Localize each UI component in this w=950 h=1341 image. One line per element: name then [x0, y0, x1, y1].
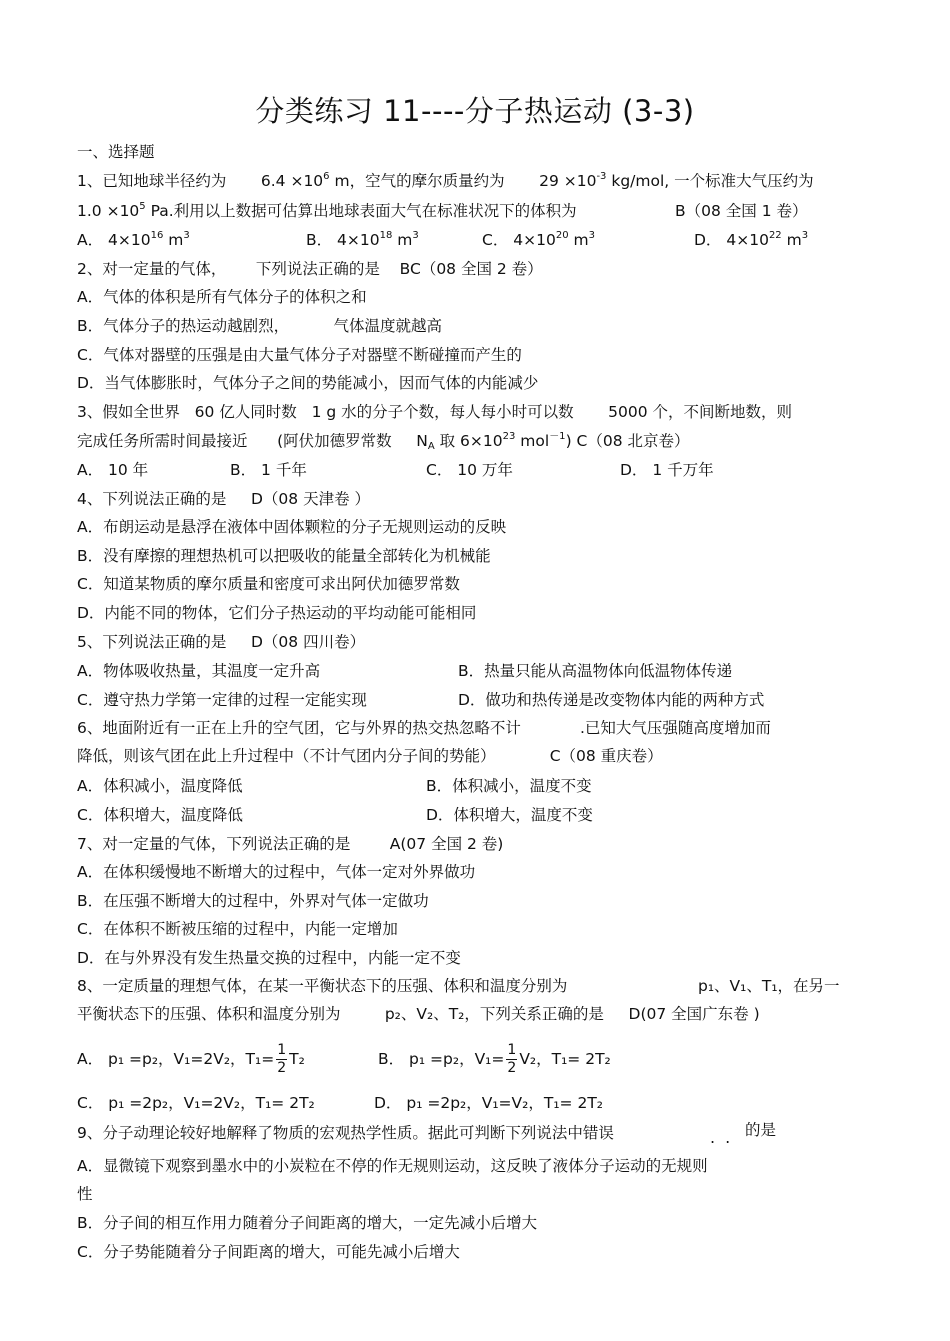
q3-option-c: C． 10 万年 — [426, 461, 513, 479]
section-heading: 一、选择题 — [77, 143, 155, 161]
q8-option-d: D． p₁ =2p₂，V₁=V₂，T₁= 2T₂ — [374, 1094, 604, 1112]
q5-option-b: B．热量只能从高温物体向低温物体传递 — [458, 662, 733, 680]
question-3-line-2: 完成任务所需时间最接近 (阿伏加德罗常数 $N_A$ 取 $6\times 10^{23}$ mol$^{-1}$) C（08 北京卷） — [77, 431, 690, 452]
q5-option-d: D．做功和热传递是改变物体内能的两种方式 — [458, 691, 765, 709]
q1-option-b: B． $4\times 10^{18}$ $m^3$ — [306, 230, 419, 249]
q8-option-c: C． p₁ =2p₂，V₁=2V₂，T₁= 2T₂ — [77, 1094, 315, 1112]
page-title: 分类练习 11----分子热运动 (3-3) — [255, 94, 695, 128]
q8-option-b: B． p₁ =p₂，V₁= $\frac{1}{2}$ V₂，T₁= 2T₂ — [378, 1042, 611, 1076]
question-1-line-1: 1、已知地球半径约为 $6.4 \times 10^6$ m，空气的摩尔质量约为 $29 \times 10^{-3}$ kg/mol, 一个标准大气压约为 — [77, 171, 814, 190]
question-9-stem-end: 的是 — [745, 1121, 777, 1139]
q4-option-b: B．没有摩擦的理想热机可以把吸收的能量全部转化为机械能 — [77, 547, 491, 565]
question-3-line-1: 3、假如全世界 60 亿人同时数 1 g 水的分子个数，每人每小时可以数 5000 个，不间断地数，则 — [77, 403, 792, 421]
question-2-stem: 2、对一定量的气体， 下列说法正确的是 BC（08 全国 2 卷） — [77, 260, 543, 278]
question-8-line-1-vars: p₁、V₁、T₁，在另一 — [698, 977, 840, 995]
q9-option-a-line-1: A．显微镜下观察到墨水中的小炭粒在不停的作无规则运动，这反映了液体分子运动的无规则 — [77, 1157, 708, 1175]
question-6-line-2: 降低，则该气团在此上升过程中（不计气团内分子间的势能） C（08 重庆卷） — [77, 747, 663, 765]
q3-option-a: A． 10 年 — [77, 461, 149, 479]
q3-option-b: B． 1 千年 — [230, 461, 307, 479]
question-8-line-2: 平衡状态下的压强、体积和温度分别为 p₂、V₂、T₂，下列关系正确的是 D(07 全国广东卷 ) — [77, 1005, 760, 1023]
q5-option-c: C．遵守热力学第一定律的过程一定能实现 — [77, 691, 367, 709]
q2-option-a: A．气体的体积是所有气体分子的体积之和 — [77, 288, 367, 306]
q6-option-c: C．体积增大，温度降低 — [77, 806, 243, 824]
q4-option-c: C．知道某物质的摩尔质量和密度可求出阿伏加德罗常数 — [77, 575, 460, 593]
q7-option-b: B．在压强不断增大的过程中，外界对气体一定做功 — [77, 892, 429, 910]
question-6-line-1: 6、地面附近有一正在上升的空气团，它与外界的热交热忽略不计 .已知大气压强随高度增加而 — [77, 719, 771, 737]
q1-option-d: D． $4\times 10^{22}$ $m^3$ — [694, 230, 809, 249]
q2-option-d: D．当气体膨胀时，气体分子之间的势能减小，因而气体的内能减少 — [77, 374, 539, 392]
q6-option-b: B．体积减小，温度不变 — [426, 777, 592, 795]
q1-option-c: C． $4\times 10^{20}$ $m^3$ — [482, 230, 595, 249]
q5-option-a: A．物体吸收热量，其温度一定升高 — [77, 662, 321, 680]
q6-option-d: D．体积增大，温度不变 — [426, 806, 593, 824]
q8-option-a: A． p₁ =p₂，V₁=2V₂，T₁= $\frac{1}{2}$ T₂ — [77, 1042, 305, 1076]
q9-option-c: C．分子势能随着分子间距离的增大，可能先减小后增大 — [77, 1243, 460, 1261]
q9-option-b: B．分子间的相互作用力随着分子间距离的增大，一定先减小后增大 — [77, 1214, 538, 1232]
q6-option-a: A．体积减小，温度降低 — [77, 777, 243, 795]
question-8-line-1: 8、一定质量的理想气体，在某一平衡状态下的压强、体积和温度分别为 — [77, 977, 568, 995]
q7-option-c: C．在体积不断被压缩的过程中，内能一定增加 — [77, 920, 398, 938]
q3-option-d: D． 1 千万年 — [620, 461, 714, 479]
q2-option-c: C．气体对器壁的压强是由大量气体分子对器壁不断碰撞而产生的 — [77, 346, 522, 364]
question-4-stem: 4、下列说法正确的是 D（08 天津卷 ） — [77, 490, 371, 508]
q1-option-a: A． $4\times 10^{16}$ $m^3$ — [77, 230, 190, 249]
q2-option-b: B．气体分子的热运动越剧烈， 气体温度就越高 — [77, 317, 442, 335]
q4-option-a: A．布朗运动是悬浮在液体中固体颗粒的分子无规则运动的反映 — [77, 518, 507, 536]
q7-option-d: D．在与外界没有发生热量交换的过程中，内能一定不变 — [77, 949, 461, 967]
question-1-line-2: $1.0 \times 10^5$ Pa.利用以上数据可估算出地球表面大气在标准状况下的体积为 — [77, 201, 577, 220]
q7-option-a: A．在体积缓慢地不断增大的过程中，气体一定对外界做功 — [77, 863, 476, 881]
q9-option-a-line-2: 性 — [77, 1185, 93, 1203]
question-9-stem: 9、分子动理论较好地解释了物质的宏观热学性质。据此可判断下列说法中错误 — [77, 1124, 614, 1142]
question-5-stem: 5、下列说法正确的是 D（08 四川卷） — [77, 633, 366, 651]
q4-option-d: D．内能不同的物体，它们分子热运动的平均动能可能相同 — [77, 604, 477, 622]
emphasis-dots: .. — [710, 1128, 741, 1147]
question-1-answer: B（08 全国 1 卷） — [675, 202, 808, 220]
question-7-stem: 7、对一定量的气体，下列说法正确的是 A(07 全国 2 卷) — [77, 835, 504, 853]
